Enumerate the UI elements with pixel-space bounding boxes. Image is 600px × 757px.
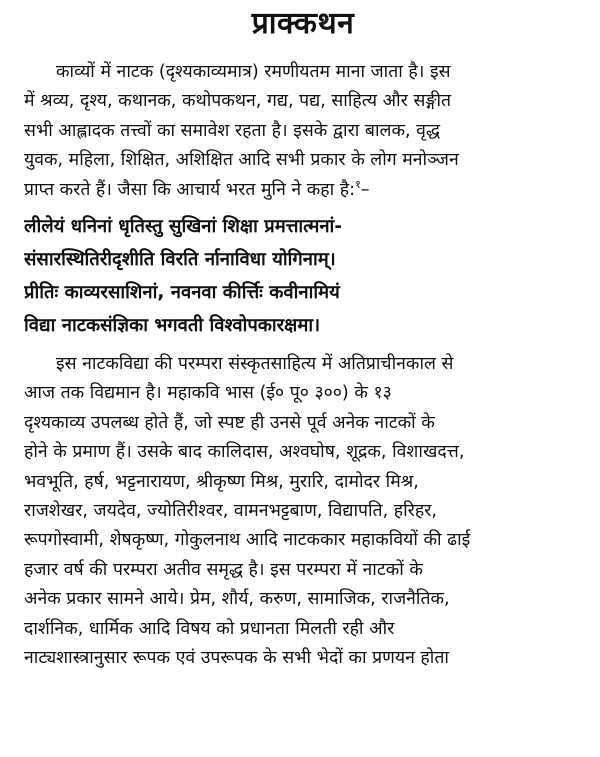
text-line: होने के प्रमाण हैं। उसके बाद कालिदास, अश्वघोष, शूद्रक, विशाखदत्त, bbox=[24, 442, 465, 463]
text-line: इस नाटकविद्या की परम्परा संस्कृतसाहित्य में अतिप्राचीनकाल से bbox=[56, 354, 454, 375]
text-line: सभी आह्लादक तत्त्वों का समावेश रहता है। इसके द्वारा बालक, वृद्ध bbox=[24, 120, 440, 141]
text-line: काव्यों में नाटक (दृश्यकाव्यमात्र) रमणीयतम माना जाता है। इस bbox=[56, 62, 451, 82]
text-line: अनेक प्रकार सामने आये। प्रेम, शौर्य, करुण, सामाजिक, राजनैतिक, bbox=[24, 589, 450, 610]
footnote-ref: १ bbox=[355, 177, 361, 191]
text-line: दृश्यकाव्य उपलब्ध होते हैं, जो स्पष्ट ही उनसे पूर्व अनेक नाटकों के bbox=[24, 412, 435, 433]
verse-line: विद्या नाटकसंज्ञिका भगवती विश्वोपकारक्षमा। bbox=[24, 315, 321, 337]
text-line: हजार वर्ष की परम्परा अतीव समृद्ध है। इस परम्परा में नाटकों के bbox=[24, 559, 423, 580]
text-line: राजशेखर, जयदेव, ज्योतिरीश्वर, वामनभट्टबाण, विद्यापति, हरिहर, bbox=[24, 501, 437, 522]
sanskrit-verse bbox=[24, 210, 582, 342]
text-line: नाट्यशास्त्रानुसार रूपक एवं उपरूपक के सभी भेदों का प्रणयन होता bbox=[24, 648, 449, 669]
text-line: युवक, महिला, शिक्षित, अशिक्षित आदि सभी प्रकार के लोग मनोञ्जन bbox=[24, 150, 459, 171]
text-line-body: प्राप्त करते हैं। जैसा कि आचार्य भरत मुनि ने कहा है: bbox=[24, 179, 356, 200]
dash: – bbox=[360, 179, 370, 200]
text-line: दार्शनिक, धार्मिक आदि विषय को प्रधानता मिलती रही और bbox=[24, 618, 395, 639]
verse-line: संसारस्थितिरीदृशीति विरति र्नानाविधा योगिनाम्। bbox=[24, 249, 336, 271]
text-line bbox=[24, 176, 582, 205]
page-title: प्राक्कथन bbox=[251, 6, 355, 41]
verse-line: प्रीतिः काव्यरसाशिनां, नवनवा कीर्त्तिः कवीनामियं bbox=[24, 282, 340, 304]
paragraph-intro bbox=[24, 58, 582, 205]
paragraph-tradition bbox=[24, 350, 582, 673]
text-line: भवभूति, हर्ष, भट्टनारायण, श्रीकृष्ण मिश्र, मुरारि, दामोदर मिश्र, bbox=[24, 471, 419, 492]
text-line: में श्रव्य, दृश्य, कथानक, कथोपकथन, गद्य, पद्य, साहित्य और सङ्गीत bbox=[24, 91, 452, 112]
text-line: आज तक विद्यमान है। महाकवि भास (ई० पू० ३००) के १३ bbox=[24, 383, 392, 404]
text-line: रूपगोस्वामी, शेषकृष्ण, गोकुलनाथ आदि नाटककार महाकवियों की ढाई bbox=[24, 530, 471, 551]
verse-line: लीलेयं धनिनां धृतिस्तु सुखिनां शिक्षा प्रमत्तात्मनां- bbox=[24, 216, 342, 238]
